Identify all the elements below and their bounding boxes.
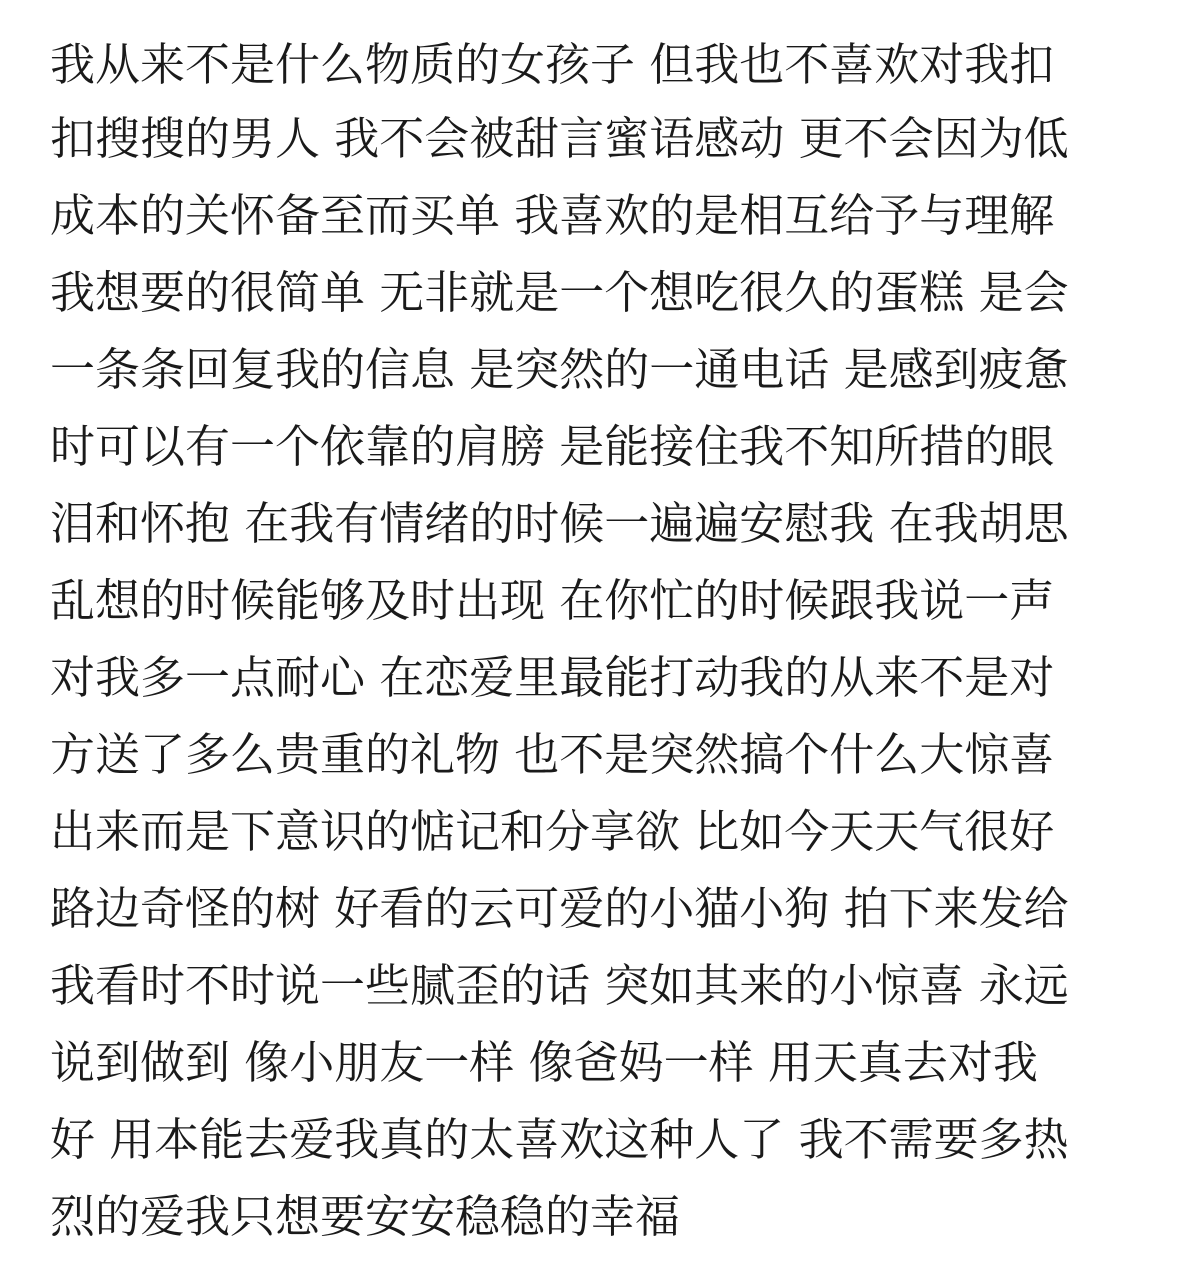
text-line: 烈的爱我只想要安安稳稳的幸福 [50, 1190, 681, 1243]
text-line: 说到做到 像小朋友一样 像爸妈一样 用天真去对我 [50, 1036, 1038, 1089]
text-line: 成本的关怀备至而买单 我喜欢的是相互给予与理解 [50, 189, 1055, 242]
text-line: 乱想的时候能够及时出现 在你忙的时候跟我说一声 [50, 574, 1055, 627]
text-line: 一条条回复我的信息 是突然的一通电话 是感到疲惫 [50, 343, 1069, 396]
text-line: 路边奇怪的树 好看的云可爱的小猫小狗 拍下来发给 [50, 882, 1069, 935]
text-line: 出来而是下意识的惦记和分享欲 比如今天天气很好 [50, 805, 1055, 858]
text-line: 泪和怀抱 在我有情绪的时候一遍遍安慰我 在我胡思 [50, 497, 1069, 550]
text-line: 我想要的很简单 无非就是一个想吃很久的蛋糕 是会 [50, 266, 1069, 319]
text-body [50, 30, 1150, 1255]
text-line: 扣搜搜的男人 我不会被甜言蜜语感动 更不会因为低 [50, 112, 1069, 165]
text-line: 我从来不是什么物质的女孩子 但我也不喜欢对我扣 [50, 38, 1055, 91]
text-line: 时可以有一个依靠的肩膀 是能接住我不知所措的眼 [50, 420, 1055, 473]
text-line: 对我多一点耐心 在恋爱里最能打动我的从来不是对 [50, 651, 1055, 704]
text-line: 好 用本能去爱我真的太喜欢这种人了 我不需要多热 [50, 1113, 1069, 1166]
text-line: 方送了多么贵重的礼物 也不是突然搞个什么大惊喜 [50, 728, 1055, 781]
text-line: 我看时不时说一些腻歪的话 突如其来的小惊喜 永远 [50, 959, 1069, 1012]
